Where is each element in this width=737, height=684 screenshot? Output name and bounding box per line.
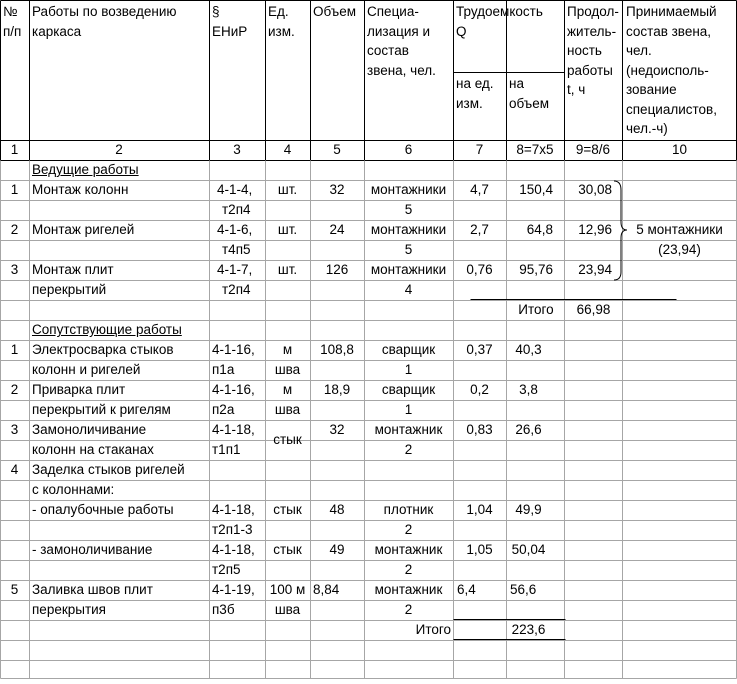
team-size: 4: [404, 282, 413, 297]
row-number: 4: [10, 462, 19, 477]
volume: 32: [329, 422, 345, 437]
work-name: - замоноличивание: [32, 542, 153, 557]
work-name: Электросварка стыков: [32, 342, 174, 357]
work-name: - опалубочные работы: [32, 502, 174, 517]
total-aux-label: Итого: [415, 622, 451, 637]
unit: м: [282, 342, 293, 357]
unit: шт.: [277, 222, 298, 237]
enir-code: 4-1-16,: [212, 382, 255, 397]
labor-per-volume: 50,04: [511, 542, 546, 557]
specialization: монтажники: [370, 222, 447, 237]
header-number: № п/п: [3, 4, 22, 39]
total-aux-value: 223,6: [511, 622, 546, 637]
work-name: Монтаж ригелей: [32, 222, 135, 237]
unit-cont: шва: [274, 402, 301, 417]
unit-cont: шва: [274, 602, 301, 617]
duration: 23,94: [578, 262, 612, 277]
header-unit: Ед. изм.: [268, 4, 295, 39]
labor-per-volume: 64,8: [526, 222, 553, 237]
work-name: Замоноличивание: [32, 422, 147, 437]
duration: 30,08: [578, 182, 612, 197]
header-team: Принимаемый состав звена, чел. (недоисполь- зование специалистов, чел.-ч): [626, 4, 717, 136]
specialization: монтажники: [370, 182, 447, 197]
header-labor: Трудоемкость Q: [456, 4, 543, 39]
team-note-line1: 5 монтажники: [636, 222, 723, 237]
enir-code: 4-1-18,: [212, 502, 255, 517]
section-aux: Сопутствующие работы: [32, 322, 182, 337]
column-number: 3: [233, 142, 241, 157]
specialization: сварщик: [381, 342, 436, 357]
labor-per-volume: 56,6: [510, 582, 537, 597]
column-number: 1: [10, 142, 19, 157]
work-name-cont: колонн на стаканах: [32, 442, 154, 457]
work-name: Приварка плит: [32, 382, 126, 397]
volume: 32: [329, 182, 345, 197]
enir-code-cont: т2п4: [222, 202, 251, 217]
unit: м: [282, 382, 293, 397]
work-name-cont: перекрытий: [32, 282, 107, 297]
labor-per-unit: 0,76: [466, 262, 493, 277]
specialization: монтажники: [370, 262, 447, 277]
unit: шт.: [277, 182, 298, 197]
volume: 49: [329, 542, 345, 557]
total-lead-label: Итого: [518, 302, 554, 317]
team-note-line2: (23,94): [658, 242, 701, 257]
labor-per-unit: 6,4: [457, 582, 476, 597]
enir-code-cont: т1п1: [212, 442, 241, 457]
labor-per-unit: 1,05: [466, 542, 493, 557]
specialization: монтажник: [374, 542, 443, 557]
unit: 100 м: [269, 582, 306, 597]
volume: 8,84: [313, 582, 340, 597]
work-name-cont: колонн и ригелей: [32, 362, 141, 377]
column-number: 6: [404, 142, 413, 157]
unit: шт.: [277, 262, 298, 277]
specialization: сварщик: [381, 382, 436, 397]
enir-code-cont: т2п5: [212, 562, 241, 577]
labor-per-volume: 95,76: [519, 262, 553, 277]
enir-code-cont: т2п4: [222, 282, 251, 297]
total-lead-value: 66,98: [576, 302, 611, 317]
column-number: 9=8/6: [575, 142, 611, 157]
labor-per-volume: 49,9: [515, 502, 542, 517]
labor-per-unit: 0,83: [466, 422, 493, 437]
work-name: Заделка стыков ригелей: [32, 462, 185, 477]
team-size: 2: [404, 602, 413, 617]
row-number: 3: [10, 422, 19, 437]
volume: 48: [329, 502, 345, 517]
row-number: 5: [10, 582, 19, 597]
volume: 18,9: [323, 382, 351, 397]
enir-code-cont: т2п1-3: [212, 522, 253, 537]
team-size: 2: [404, 442, 413, 457]
header-works: Работы по возведению каркаса: [32, 4, 177, 39]
labor-per-unit: 1,04: [466, 502, 493, 517]
labor-per-volume: 3,8: [519, 382, 538, 397]
specialization: монтажник: [374, 582, 443, 597]
enir-code-cont: п1а: [212, 362, 235, 377]
header-volume: Объем: [313, 4, 357, 19]
labor-per-volume: 150,4: [519, 182, 553, 197]
column-number: 4: [283, 142, 292, 157]
row-number: 1: [10, 182, 19, 197]
column-number: 7: [475, 142, 484, 157]
work-name: Монтаж плит: [32, 262, 114, 277]
header-enir: § ЕНиР: [212, 4, 248, 39]
enir-code: 4-1-18,: [212, 542, 255, 557]
work-name-cont: перекрытий к ригелям: [32, 402, 171, 417]
volume: 126: [325, 262, 349, 277]
labor-per-volume: 26,6: [515, 422, 542, 437]
labor-per-unit: 0,37: [466, 342, 493, 357]
column-number: 10: [671, 142, 688, 157]
enir-code-cont: т4п5: [222, 242, 251, 257]
work-name-cont: перекрытия: [32, 602, 106, 617]
labor-per-unit: 0,2: [470, 382, 489, 397]
unit: стык: [273, 502, 302, 517]
enir-code: 4-1-16,: [212, 342, 255, 357]
team-size: 1: [404, 402, 413, 417]
enir-code: 4-1-18,: [212, 422, 255, 437]
labor-per-unit: 4,7: [470, 182, 489, 197]
team-size: 5: [404, 202, 413, 217]
row-number: 1: [10, 342, 19, 357]
enir-code-cont: п3б: [212, 602, 235, 617]
enir-code: 4-1-7,: [217, 262, 253, 277]
work-name-cont: с колоннами:: [32, 482, 115, 497]
unit-cont: шва: [274, 362, 301, 377]
row-number: 2: [10, 222, 19, 237]
enir-code: 4-1-19,: [212, 582, 255, 597]
team-size: 2: [404, 562, 413, 577]
volume: 108,8: [320, 342, 354, 357]
team-size: 5: [404, 242, 413, 257]
specialization: монтажник: [374, 422, 443, 437]
unit: стык: [273, 432, 302, 447]
header-duration: Продол- житель- ность работы t, ч: [567, 4, 619, 97]
section-lead: Ведущие работы: [32, 162, 139, 177]
unit: стык: [273, 542, 302, 557]
enir-code: 4-1-6,: [217, 222, 253, 237]
work-name: Заливка швов плит: [32, 582, 153, 597]
duration: 12,96: [578, 222, 612, 237]
column-number: 5: [333, 142, 341, 157]
header-labor-per-unit: на ед. изм.: [456, 76, 494, 111]
column-number: 8=7х5: [516, 142, 554, 157]
column-number: 2: [115, 142, 123, 157]
header-specialization: Специа- лизация и состав звена, чел.: [367, 4, 436, 78]
work-name: Монтаж колонн: [32, 182, 129, 197]
header-labor-per-volume: на объем: [509, 76, 550, 111]
row-number: 2: [10, 382, 19, 397]
specialization: плотник: [383, 502, 434, 517]
labor-per-volume: 40,3: [515, 342, 542, 357]
volume: 24: [329, 222, 345, 237]
team-size: 1: [404, 362, 413, 377]
enir-code-cont: п2а: [212, 402, 235, 417]
enir-code: 4-1-4,: [217, 182, 253, 197]
labor-per-unit: 2,7: [470, 222, 489, 237]
team-size: 2: [404, 522, 413, 537]
row-number: 3: [10, 262, 19, 277]
